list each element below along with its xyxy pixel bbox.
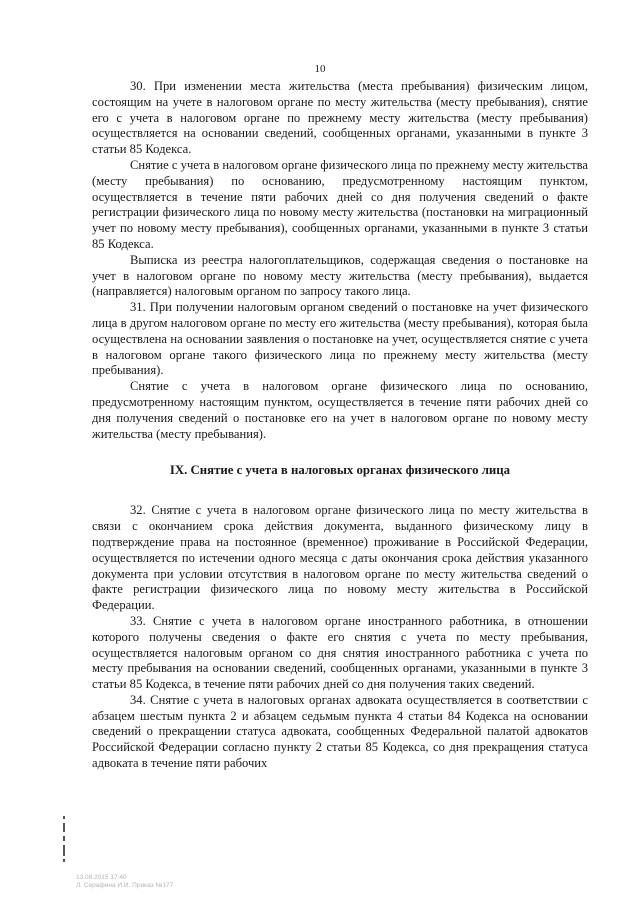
paragraph-34: 34. Снятие с учета в налоговых органах адвоката осуществляется в соответствии с абзацем шестым пункта 2 и абзацем седьмым пункта 4 статьи 84 Кодекса на основании сведений о прекращении статуса адвоката, сообщенных Федеральной палатой адвокатов Российской Федерации согласно пункту 2 статьи 85 Кодекса, со дня прекращения статуса адвоката в течение пяти рабочих (92, 692, 588, 771)
paragraph-32: 32. Снятие с учета в налоговом органе физического лица по месту жительства в связи с окончанием срока действия документа, выданного физическому лицу в подтверждение права на постоянное (временное) проживание в Российской Федерации, осуществляется по истечении одного месяца с даты окончания срока действия указанного документа при условии отсутствия в налоговом органе по месту жительства сведений о факте регистрации физического лица по новому месту жительства в Российской Федерации. (92, 503, 588, 613)
footer-note: Л. Серафина И.И. Приказ №177 (76, 882, 174, 889)
margin-mark (63, 816, 65, 862)
section-title: IX. Снятие с учета в налоговых органах физического лица (169, 463, 511, 478)
footer-timestamp: 13.08.2015 17:40 (76, 874, 127, 881)
paragraph-30: 30. При изменении места жительства (места пребывания) физическим лицом, состоящим на учете в налоговом органе по месту жительства (месту пребывания), снятие его с учета в налоговом органе по прежнему месту жительства (месту пребывания) осуществляется на основании сведений, сообщенных органами, указанными в пункте 3 статьи 85 Кодекса. (92, 79, 588, 157)
paragraph-31: 31. При получении налоговым органом сведений о постановке на учет физического лица в другом налоговом органе по месту его жительства (месту пребывания), которая была осуществлена на основании заявления о постановке на учет, осуществляется снятие с учета в налоговом органе такого физического лица по прежнему месту жительства (месту пребывания). (92, 300, 588, 378)
paragraph-33: 33. Снятие с учета в налоговом органе иностранного работника, в отношении которого получены сведения о факте его снятия с учета по месту пребывания, осуществляется налоговым органом со дня снятия иностранного работника с учета по месту пребывания на основании сведений, сообщенных органами, указанными в пункте 3 статьи 85 Кодекса, в течение пяти рабочих дней со дня получения таких сведений. (92, 613, 588, 692)
paragraph-30-deregistration: Снятие с учета в налоговом органе физического лица по прежнему месту жительства (месту пребывания) по основанию, предусмотренному настоящим пунктом, осуществляется в течение пяти рабочих дней со дня получения сведений о факте регистрации физического лица по новому месту жительства (постановки на миграционный учет по новому месту пребывания), сообщенных органами, указанными в пункте 3 статьи 85 Кодекса. (92, 157, 588, 251)
page-number: 10 (314, 63, 326, 75)
paragraph-30-registry-extract: Выписка из реестра налогоплательщиков, содержащая сведения о постановке на учет в налоговом органе по новому месту жительства (месту пребывания), выдается (направляется) налоговым органом по запросу такого лица. (92, 252, 588, 299)
document-body (92, 79, 588, 772)
footer-stamp (76, 874, 173, 890)
paragraph-31-deregistration: Снятие с учета в налоговом органе физического лица по основанию, предусмотренному настоящим пунктом, осуществляется в течение пяти рабочих дней со дня получения сведений о постановке его на учет в налоговом органе по новому месту жительства (месту пребывания). (92, 379, 588, 441)
